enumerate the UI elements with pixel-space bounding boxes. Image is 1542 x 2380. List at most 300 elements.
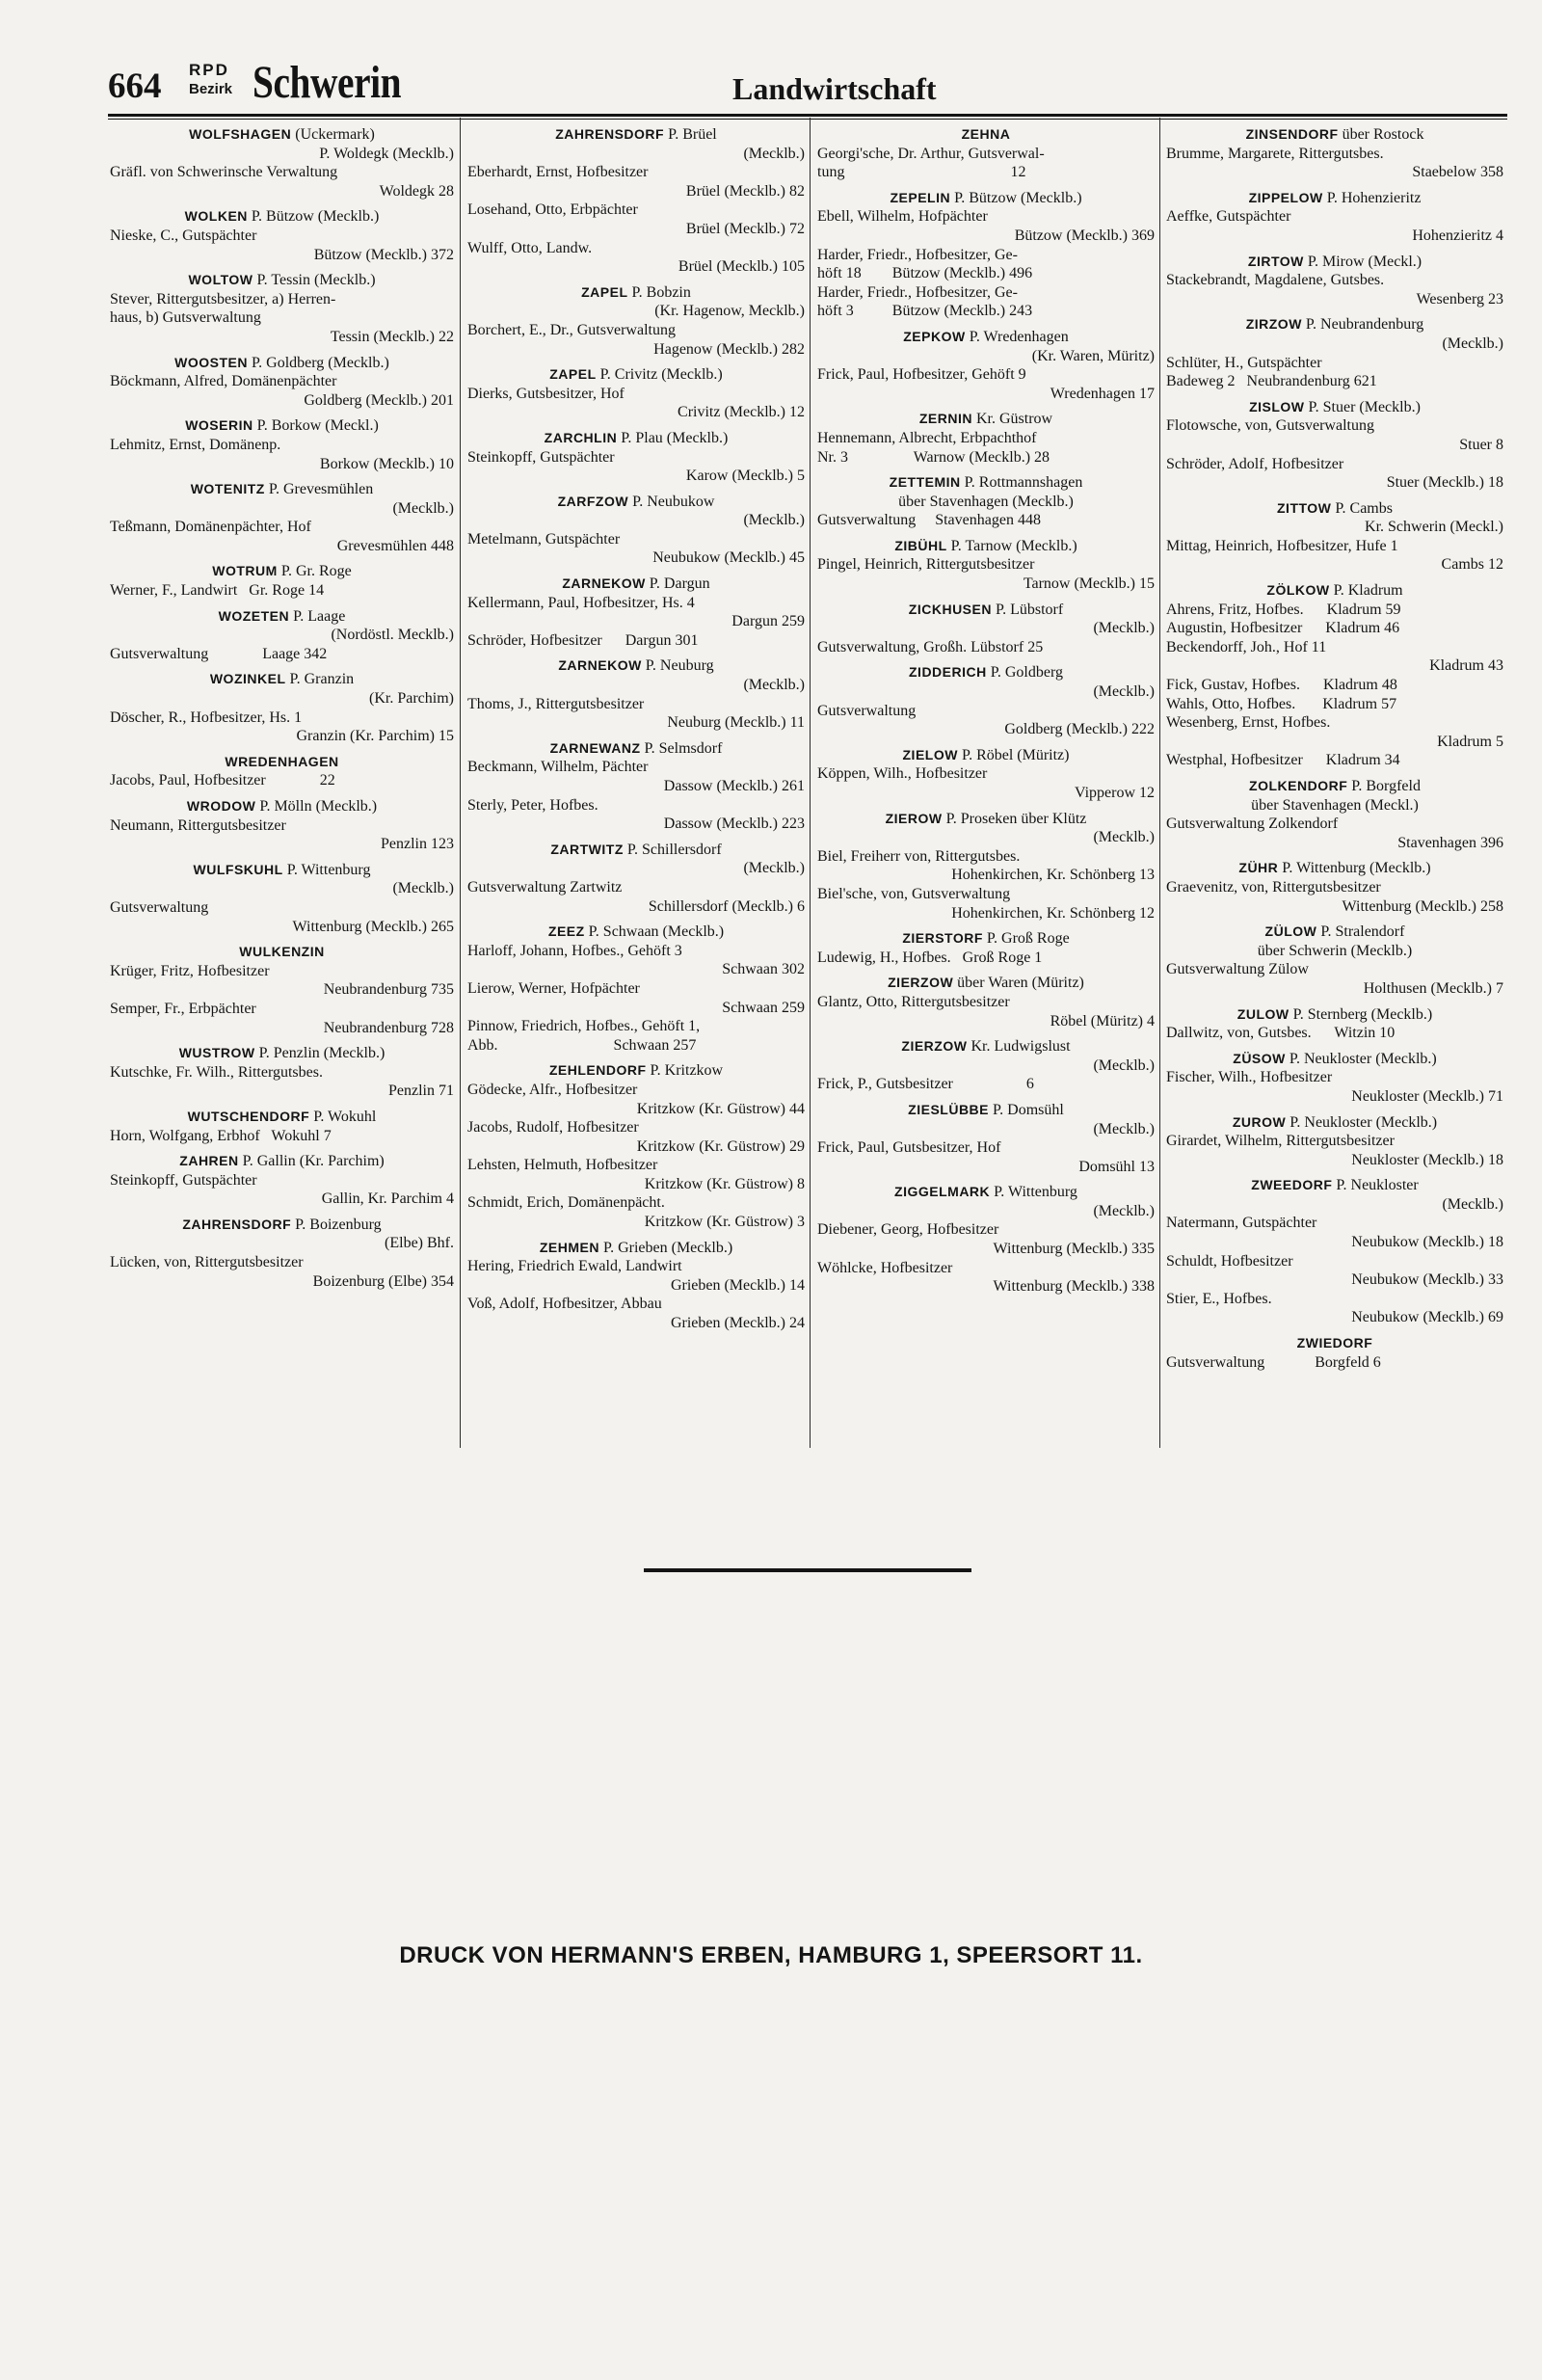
entry-heading <box>467 1061 805 1081</box>
place-name: ZITTOW <box>1277 499 1332 516</box>
entry-heading <box>817 974 1155 993</box>
place-name: ZARTWITZ <box>550 841 624 857</box>
entry-heading <box>467 841 805 860</box>
place-name: WOZINKEL <box>209 671 286 687</box>
post-office: P. Grevesmühlen <box>264 481 374 498</box>
entry-line: (Mecklb.) <box>1093 683 1155 701</box>
directory-entry <box>110 1044 454 1101</box>
entry-heading <box>1166 581 1503 601</box>
entry-line: Kladrum 43 <box>1429 657 1503 675</box>
post-office: P. Tessin (Mecklb.) <box>253 272 376 289</box>
place-name: WOSERIN <box>185 417 253 434</box>
post-office: P. Schwaan (Mecklb.) <box>584 923 725 941</box>
place-name: ZIBÜHL <box>894 537 947 553</box>
entry-line: haus, b) Gutsverwaltung <box>110 309 261 327</box>
entry-heading <box>817 1101 1155 1120</box>
entry-line: Schillersdorf (Mecklb.) 6 <box>648 897 805 915</box>
entry-heading <box>467 365 805 385</box>
place-name: ZUROW <box>1232 1113 1287 1130</box>
place-name: ZIERZOW <box>901 1038 968 1055</box>
directory-entry <box>467 923 805 1055</box>
directory-entry <box>110 271 454 346</box>
entry-heading <box>467 923 805 942</box>
directory-entry <box>110 861 454 936</box>
directory-entry <box>467 739 805 834</box>
entry-line: Aeffke, Gutspächter <box>1166 208 1291 226</box>
entry-line: Frick, Paul, Gutsbesitzer, Hof <box>817 1139 1001 1157</box>
directory-entry <box>817 929 1155 967</box>
column-1 <box>110 125 454 1465</box>
entry-heading <box>817 473 1155 493</box>
place-name: WOLKEN <box>184 208 248 225</box>
entry-line: Werner, F., Landwirt Gr. Roge 14 <box>110 582 325 600</box>
directory-entry <box>817 473 1155 530</box>
place-name: ZARNEWANZ <box>549 739 641 756</box>
directory-entry <box>1166 1005 1503 1043</box>
directory-entry <box>1166 315 1503 390</box>
entry-line: (Mecklb.) <box>1093 829 1155 846</box>
entry-line: Biel'sche, von, Gutsverwaltung <box>817 885 1011 902</box>
entry-line: Bützow (Mecklb.) 372 <box>313 246 454 263</box>
entry-line: Staebelow 358 <box>1412 164 1503 181</box>
directory-entry <box>817 125 1155 182</box>
place-name: ZAPEL <box>581 283 628 300</box>
post-office: P. Stuer (Mecklb.) <box>1304 398 1421 415</box>
entry-heading <box>817 746 1155 765</box>
entry-heading <box>1166 1334 1503 1353</box>
place-name: ZÜSOW <box>1233 1050 1286 1066</box>
entry-heading <box>1166 1005 1503 1025</box>
entry-heading <box>1166 189 1503 208</box>
entry-heading <box>817 1037 1155 1056</box>
entry-heading <box>110 861 454 880</box>
section-title: Landwirtschaft <box>732 71 937 106</box>
entry-heading <box>467 1239 805 1258</box>
entry-line: Tessin (Mecklb.) 22 <box>330 328 454 345</box>
entry-line: Neubukow (Mecklb.) 45 <box>652 549 805 567</box>
entry-line: Harder, Friedr., Hofbesitzer, Ge- <box>817 246 1018 263</box>
directory-entry <box>817 410 1155 467</box>
entry-heading <box>110 207 454 227</box>
entry-line: (Mecklb.) <box>743 860 805 877</box>
entry-line: Karow (Mecklb.) 5 <box>685 468 805 485</box>
entry-heading <box>110 943 454 962</box>
place-name: ZÜHR <box>1238 860 1279 876</box>
place-name: ZEHNA <box>961 126 1011 142</box>
entry-line: Schröder, Adolf, Hofbesitzer <box>1166 455 1344 472</box>
entry-heading <box>1166 499 1503 519</box>
directory-entry <box>817 746 1155 803</box>
column-divider <box>1159 118 1160 1448</box>
column-divider <box>460 118 461 1448</box>
place-name: ZARFZOW <box>557 493 629 509</box>
place-name: ZAHRENSDORF <box>182 1216 292 1232</box>
entry-line: Lehsten, Helmuth, Hofbesitzer <box>467 1157 658 1174</box>
directory-entry <box>467 656 805 732</box>
place-name: ZAPEL <box>549 366 597 383</box>
place-name: ZIESLÜBBE <box>908 1101 990 1117</box>
entry-heading <box>110 271 454 290</box>
place-name: ZIRZOW <box>1245 316 1302 333</box>
directory-entry <box>1166 1334 1503 1372</box>
entry-line: Diebener, Georg, Hofbesitzer <box>817 1221 999 1239</box>
entry-heading <box>110 797 454 816</box>
post-office: P. Rottmannshagen <box>960 474 1083 492</box>
entry-line: Schlüter, H., Gutspächter <box>1166 354 1322 371</box>
entry-heading <box>110 670 454 689</box>
post-office: Kr. Güstrow <box>972 411 1053 428</box>
directory-entry <box>817 601 1155 657</box>
column-divider <box>810 118 811 1448</box>
post-office: P. Borkow (Meckl.) <box>253 417 379 435</box>
entry-line: Boizenburg (Elbe) 354 <box>312 1272 454 1290</box>
directory-entry <box>1166 859 1503 916</box>
entry-line: höft 18 Bützow (Mecklb.) 496 <box>817 265 1033 282</box>
entry-heading <box>467 575 805 594</box>
place-name: ZAHRENSDORF <box>555 126 665 142</box>
post-office: P. Gr. Roge <box>277 563 352 580</box>
entry-line: Wittenburg (Mecklb.) 338 <box>993 1278 1155 1296</box>
entry-line: Semper, Fr., Erbpächter <box>110 1000 256 1017</box>
directory-entry <box>1166 923 1503 998</box>
entry-line: Gallin, Kr. Parchim 4 <box>321 1190 454 1208</box>
post-office: P. Mirow (Meckl.) <box>1303 253 1422 270</box>
post-office: Kr. Ludwigslust <box>967 1038 1071 1056</box>
entry-line: Wesenberg, Ernst, Hofbes. <box>1166 714 1331 732</box>
entry-line: (Kr. Parchim) <box>369 690 454 708</box>
entry-line: Abb. Schwaan 257 <box>467 1036 697 1054</box>
directory-entry <box>110 797 454 854</box>
post-office: P. Neubrandenburg <box>1301 316 1424 334</box>
entry-line: Schwaan 302 <box>722 961 805 978</box>
column-2 <box>467 125 805 1465</box>
entry-line: Wöhlcke, Hofbesitzer <box>817 1259 953 1276</box>
directory-entry <box>1166 499 1503 575</box>
entry-line: Georgi'sche, Dr. Arthur, Gutsverwal- <box>817 145 1045 162</box>
entry-line: Vipperow 12 <box>1074 785 1155 801</box>
directory-entry <box>110 1152 454 1209</box>
post-office: über Rostock <box>1338 126 1424 143</box>
entry-heading <box>110 1152 454 1171</box>
entry-heading <box>817 328 1155 347</box>
entry-line: Woldegk 28 <box>379 182 454 200</box>
post-office: P. Brüel <box>664 126 717 143</box>
entry-line: Grevesmühlen 448 <box>336 537 454 554</box>
entry-line: Böckmann, Alfred, Domänenpächter <box>110 373 337 390</box>
entry-line: Gutsverwaltung Stavenhagen 448 <box>817 512 1041 529</box>
entry-heading <box>467 656 805 676</box>
directory-entry <box>110 943 454 1037</box>
header-rule <box>108 114 1507 117</box>
entry-line: Horn, Wolfgang, Erbhof Wokuhl 7 <box>110 1127 332 1144</box>
post-office: P. Hohenzieritz <box>1322 189 1422 206</box>
entry-line: Goldberg (Mecklb.) 222 <box>1004 721 1155 738</box>
place-name: ZETTEMIN <box>889 474 961 491</box>
post-office: P. Kritzkow <box>646 1062 724 1080</box>
directory-entry <box>1166 1050 1503 1107</box>
entry-line: Kritzkow (Kr. Güstrow) 29 <box>636 1137 805 1155</box>
entry-line: Augustin, Hofbesitzer Kladrum 46 <box>1166 620 1400 637</box>
post-office: P. Kladrum <box>1329 582 1403 600</box>
entry-heading <box>467 125 805 145</box>
directory-entry <box>1166 253 1503 309</box>
entry-line: Gräfl. von Schwerinsche Verwaltung <box>110 164 338 181</box>
entry-line: höft 3 Bützow (Mecklb.) 243 <box>817 303 1033 320</box>
entry-line: Graevenitz, von, Rittergutsbesitzer <box>1166 878 1381 896</box>
entry-line: Cambs 12 <box>1441 556 1503 574</box>
entry-line: Flotowsche, von, Gutsverwaltung <box>1166 417 1374 435</box>
directory-entry <box>817 1101 1155 1176</box>
directory-entry <box>817 810 1155 923</box>
post-office: P. Neukloster (Mecklb.) <box>1286 1113 1438 1131</box>
entry-heading <box>110 480 454 499</box>
entry-line: Gutsverwaltung Zolkendorf <box>1166 816 1339 833</box>
entry-heading <box>1166 125 1503 145</box>
place-name: ZWIEDORF <box>1296 1335 1373 1351</box>
post-office: P. Goldberg <box>986 664 1063 682</box>
directory-entry <box>817 1183 1155 1297</box>
city-title: Schwerin <box>253 57 402 108</box>
entry-line: Beckmann, Wilhelm, Pächter <box>467 759 649 776</box>
directory-entry <box>467 283 805 359</box>
place-name: ZEHMEN <box>539 1239 599 1255</box>
entry-line: Penzlin 71 <box>388 1083 454 1100</box>
entry-line: (Mecklb.) <box>1093 1120 1155 1137</box>
entry-line: Schuldt, Hofbesitzer <box>1166 1252 1293 1270</box>
entry-heading <box>110 125 454 145</box>
directory-entry <box>110 416 454 473</box>
post-office: P. Granzin <box>285 671 355 688</box>
place-name: ZEHLENDORF <box>548 1062 647 1079</box>
place-name: WOTENITZ <box>190 481 265 497</box>
entry-line: (Kr. Hagenow, Mecklb.) <box>654 303 805 320</box>
post-office: P. Röbel (Müritz) <box>957 746 1070 763</box>
post-office: P. Neukloster (Mecklb.) <box>1285 1050 1437 1067</box>
entry-line: Glantz, Otto, Rittergutsbesitzer <box>817 993 1010 1010</box>
directory-entry <box>1166 125 1503 182</box>
place-name: ZÖLKOW <box>1266 582 1330 599</box>
entry-line: (Mecklb.) <box>1093 1056 1155 1074</box>
directory-entry <box>817 328 1155 403</box>
post-office: P. Selmsdorf <box>640 739 723 757</box>
directory-entry <box>1166 581 1503 770</box>
entry-heading <box>817 537 1155 556</box>
post-office: P. Grieben (Mecklb.) <box>598 1239 733 1256</box>
entry-line: Pinnow, Friedrich, Hofbes., Gehöft 1, <box>467 1018 701 1035</box>
entry-line: Wittenburg (Mecklb.) 258 <box>1342 897 1503 915</box>
post-office: P. Cambs <box>1331 499 1393 517</box>
place-name: ZARNEKOW <box>558 657 642 674</box>
page-number: 664 <box>108 67 162 106</box>
place-name: ZIDDERICH <box>909 664 987 681</box>
place-name: ZIERZOW <box>888 975 954 991</box>
place-name: ZIGGELMARK <box>894 1184 991 1200</box>
directory-entry <box>1166 398 1503 493</box>
directory-entry <box>467 841 805 916</box>
entry-line: Krüger, Fritz, Hofbesitzer <box>110 962 270 979</box>
place-name: ZWEEDORF <box>1251 1177 1333 1193</box>
entry-heading <box>817 125 1155 145</box>
entry-line: Döscher, R., Hofbesitzer, Hs. 1 <box>110 709 303 726</box>
place-name: ZIELOW <box>902 746 958 762</box>
entry-line: Lücken, von, Rittergutsbesitzer <box>110 1254 304 1271</box>
post-office: P. Sternberg (Mecklb.) <box>1289 1005 1433 1023</box>
entry-line: Stackebrandt, Magdalene, Gutsbes. <box>1166 272 1385 289</box>
place-name: WREDENHAGEN <box>225 753 339 769</box>
entry-line: Neubukow (Mecklb.) 33 <box>1351 1271 1503 1289</box>
column-3 <box>817 125 1155 1465</box>
directory-entry <box>467 1061 805 1231</box>
post-office: P. Crivitz (Mecklb.) <box>596 366 723 384</box>
entry-line: Ebell, Wilhelm, Hofpächter <box>817 208 988 226</box>
entry-line: Gutsverwaltung Zartwitz <box>467 878 623 896</box>
entry-line: Natermann, Gutspächter <box>1166 1215 1317 1232</box>
entry-line: Brüel (Mecklb.) 72 <box>685 220 805 237</box>
entry-line: Jacobs, Rudolf, Hofbesitzer <box>467 1119 639 1137</box>
entry-line: Harder, Friedr., Hofbesitzer, Ge- <box>817 283 1018 301</box>
directory-entry <box>467 125 805 277</box>
entry-heading <box>817 1183 1155 1202</box>
entry-heading <box>1166 859 1503 878</box>
place-name: ZIRTOW <box>1247 253 1304 269</box>
entry-line: Gutsverwaltung <box>817 702 917 719</box>
entry-heading <box>1166 1113 1503 1133</box>
entry-line: (Mecklb.) <box>1093 1202 1155 1219</box>
entry-line: Sterly, Peter, Hofbes. <box>467 796 598 814</box>
entry-line: (Kr. Waren, Müritz) <box>1031 347 1155 364</box>
entry-heading <box>1166 253 1503 272</box>
entry-line: Wulff, Otto, Landw. <box>467 239 593 256</box>
entry-line: Kritzkow (Kr. Güstrow) 44 <box>636 1100 805 1117</box>
post-office: P. Mölln (Mecklb.) <box>255 798 378 815</box>
page-header <box>108 57 1503 114</box>
entry-line: Köppen, Wilh., Hofbesitzer <box>817 765 988 783</box>
place-name: ZISLOW <box>1249 398 1305 414</box>
entry-line: Brüel (Mecklb.) 105 <box>678 258 805 276</box>
entry-heading <box>817 601 1155 620</box>
place-name: ZÜLOW <box>1264 923 1317 940</box>
entry-line: Hagenow (Mecklb.) 282 <box>653 340 805 358</box>
entry-heading <box>110 607 454 627</box>
end-rule <box>644 1568 971 1572</box>
post-office: P. Wittenburg (Mecklb.) <box>1278 860 1431 877</box>
entry-line: Brumme, Margarete, Rittergutsbes. <box>1166 145 1384 162</box>
entry-line: Neumann, Rittergutsbesitzer <box>110 816 286 834</box>
entry-line: Steinkopff, Gutspächter <box>110 1171 257 1189</box>
entry-heading <box>817 810 1155 829</box>
entry-line: Wahls, Otto, Hofbes. Kladrum 57 <box>1166 695 1397 712</box>
entry-heading <box>817 929 1155 949</box>
post-office: über Waren (Müritz) <box>953 975 1084 992</box>
entry-heading <box>1166 1050 1503 1069</box>
entry-line: tung 12 <box>817 164 1026 181</box>
entry-heading <box>1166 315 1503 334</box>
entry-line: Dargun 259 <box>731 613 805 630</box>
entry-line: Borchert, E., Dr., Gutsverwaltung <box>467 321 676 338</box>
entry-heading <box>110 416 454 436</box>
entry-line: Neubrandenburg 728 <box>323 1019 454 1036</box>
entry-line: Wittenburg (Mecklb.) 335 <box>993 1241 1155 1258</box>
entry-line: Granzin (Kr. Parchim) 15 <box>296 728 454 745</box>
post-office: (Uckermark) <box>291 126 375 143</box>
entry-line: (Mecklb.) <box>1442 1195 1503 1213</box>
post-office: P. Bobzin <box>627 283 691 301</box>
place-name: ZERNIN <box>918 411 972 427</box>
place-name: ZULOW <box>1236 1005 1289 1022</box>
entry-line: Gödecke, Alfr., Hofbesitzer <box>467 1081 638 1098</box>
entry-heading <box>467 739 805 759</box>
entry-heading <box>817 189 1155 208</box>
place-name: ZOLKENDORF <box>1249 778 1348 793</box>
bezirk-label: Bezirk <box>189 81 233 97</box>
entry-line: (Mecklb.) <box>743 512 805 529</box>
post-office: P. Neuburg <box>641 657 714 675</box>
entry-heading <box>467 283 805 303</box>
entry-heading <box>1166 777 1503 796</box>
place-name: WULKENZIN <box>239 944 325 960</box>
place-name: WULFSKUHL <box>193 861 283 877</box>
entry-line: Badeweg 2 Neubrandenburg 621 <box>1166 373 1377 390</box>
entry-line: Neubrandenburg 735 <box>323 981 454 999</box>
entry-line: (Mecklb.) <box>743 677 805 694</box>
entry-line: Thoms, J., Rittergutsbesitzer <box>467 695 645 712</box>
entry-line: Metelmann, Gutspächter <box>467 530 621 548</box>
entry-line: Schmidt, Erich, Domänenpächt. <box>467 1194 665 1212</box>
directory-entry <box>110 562 454 600</box>
entry-heading <box>467 429 805 448</box>
entry-line: Ludewig, H., Hofbes. Groß Roge 1 <box>817 949 1043 966</box>
entry-line: (Elbe) Bhf. <box>385 1235 454 1252</box>
post-office: P. Gallin (Kr. Parchim) <box>238 1153 385 1170</box>
place-name: ZAHREN <box>179 1153 239 1169</box>
place-name: WOLTOW <box>188 272 253 288</box>
entry-line: Harloff, Johann, Hofbes., Gehöft 3 <box>467 942 682 959</box>
post-office: P. Stralendorf <box>1316 923 1405 941</box>
place-name: WOLFSHAGEN <box>189 126 292 142</box>
entry-line: Stuer 8 <box>1459 436 1503 453</box>
entry-heading <box>110 562 454 581</box>
entry-line: Kritzkow (Kr. Güstrow) 8 <box>644 1175 805 1192</box>
entry-line: (Mecklb.) <box>1442 334 1503 352</box>
directory-entry <box>110 1216 454 1291</box>
entry-line: Hering, Friedrich Ewald, Landwirt <box>467 1258 682 1275</box>
printer-footer: DRUCK VON HERMANN'S ERBEN, HAMBURG 1, SPEERSORT 11. <box>399 1942 1143 1968</box>
place-name: WRODOW <box>186 798 256 814</box>
post-office: P. Neukloster <box>1332 1177 1419 1194</box>
directory-entry <box>467 493 805 568</box>
entry-line: Voß, Adolf, Hofbesitzer, Abbau <box>467 1296 662 1313</box>
place-name: WOOSTEN <box>174 354 249 370</box>
place-name: ZIPPELOW <box>1248 189 1323 205</box>
entry-heading <box>467 493 805 512</box>
entry-line: Stuer (Mecklb.) 18 <box>1386 474 1503 492</box>
post-office: P. Neubukow <box>628 493 715 510</box>
entry-line: Gutsverwaltung <box>110 898 209 916</box>
entry-heading <box>110 1108 454 1127</box>
entry-line: Röbel (Müritz) 4 <box>1050 1012 1155 1030</box>
post-office: P. Wokuhl <box>309 1108 377 1125</box>
entry-line: Holthusen (Mecklb.) 7 <box>1363 979 1503 997</box>
directory-entry <box>110 125 454 201</box>
entry-line: Grieben (Mecklb.) 24 <box>670 1315 805 1332</box>
directory-entry <box>467 429 805 486</box>
post-office: P. Wredenhagen <box>965 328 1069 345</box>
place-name: WUTSCHENDORF <box>187 1108 310 1124</box>
entry-heading <box>1166 1176 1503 1195</box>
entry-line: Jacobs, Paul, Hofbesitzer 22 <box>110 772 335 789</box>
directory-entry <box>817 663 1155 738</box>
entry-line: Lierow, Werner, Hofpächter <box>467 979 640 997</box>
